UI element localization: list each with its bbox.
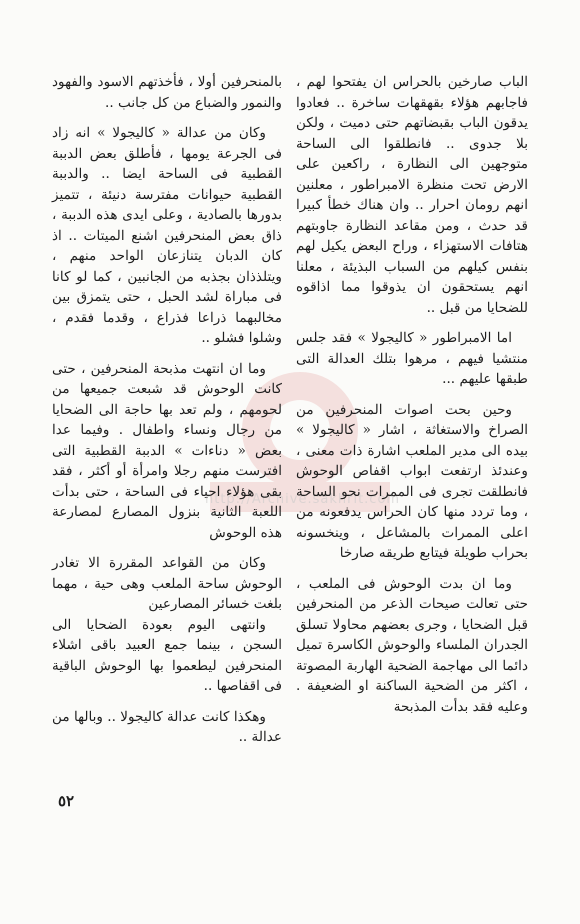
paragraph: وهكذا كانت عدالة كاليجولا .. وبالها من عدالة .. xyxy=(52,708,282,745)
paragraph: الباب صارخين بالحراس ان يفتحوا لهم ، فاجابهم هؤلاء بقهقهات ساخرة .. فعادوا يدقون الباب بقبضاتهم حتى دميت ، ولكن بلا جدوى .. فانطلقوا الى الساحة متوجهين الى النظارة ، راكعين على الارض تحت منظرة الامبراطور ، معلنين انهم رومان احرار .. وان هناك خطأ كبيرا قد حدث ، ومن مقاعد النظارة جاوبتهم هتافات الاستهزاء ، وراح البعض يكيل لهم بنفس كيلهم من السباب البذيئة ، معلنا انهم يستحقون ان يذوقوا مما اذاقوه للضحايا من قبل .. xyxy=(296,74,528,316)
paragraph: وما ان بدت الوحوش فى الملعب ، حتى تعالت صيحات الذعر من المنحرفين قبل الضحايا ، وجرى بعضهم محاولا تسلق الجدران الملساء والوحوش الكاسرة تميل دائما الى مهاجمة الضحية الهاربة المصوتة ، اكثر من الضحية الساكنة او الضعيفة . وعليه فقد بدأت المذبحة xyxy=(296,575,528,715)
paragraph: وكان من القواعد المقررة الا تغادر الوحوش ساحة الملعب وهى حية ، مهما بلغت خسائر المصارعين xyxy=(52,555,282,612)
text-column-right xyxy=(296,72,528,717)
paragraph: وما ان انتهت مذبحة المنحرفين ، حتى كانت الوحوش قد شبعت جميعها من لحومهم ، ولم تعد بها حاجة الى الضحايا من رجال ونساء واطفال . وفيما عدا بعض « دناءات » الدببة القطبية التى افترست منهم رجلا وامرأة أو أكثر ، فقد بقى هؤلاء احياء فى الساحة ، حتى بدأت اللعبة الثانية بنزول المصارع لمصارعة هذه الوحوش xyxy=(52,360,282,541)
paragraph: وكان من عدالة « كاليجولا » انه زاد فى الجرعة يومها ، فأطلق بعض الدببة القطبية فى الساحة ايضا .. والدببة القطبية حيوانات مفترسة دنيئة ، تتميز بدورها بالصادية ، وعلى ايدى هذه الدببة ، ذاق بعض المنحرفين اشنع الميتات .. اذ كان الدبان يتنازعان الواحد منهم ، ويتلذذان بجذبه من الجانبين ، كما لو كانا فى مباراة لشد الحبل ، حتى يتمزق بين مخالبهما ذراعا فذراع ، وقدما فقدم ، وشلوا فشلو .. xyxy=(52,125,282,346)
page-number: ٥٢ xyxy=(58,792,75,810)
paragraph: وانتهى اليوم بعودة الضحايا الى السجن ، بينما جمع العبيد باقى اشلاء المنحرفين ليطعموا بها الوحوش الباقية فى اقفاصها .. xyxy=(52,616,282,694)
paragraph: وحين بحت اصوات المنحرفين من الصراخ والاستغاثة ، اشار « كاليجولا » بيده الى مدير الملعب اشارة ذات معنى ، وعندئذ ارتفعت ابواب اقفاص الوحوش فانطلقت تجرى فى الممرات نحو الساحة ، وما تردد منها كان الحراس يدفعونه من اعلى الممرات بالمشاعل ، وينخسونه بحراب طويلة فيتابع طريقه صارخا xyxy=(296,401,528,561)
text-column-left xyxy=(52,72,282,748)
paragraph: بالمنحرفين أولا ، فأخذتهم الاسود والفهود والنمور والضباع من كل جانب .. xyxy=(52,74,282,111)
watermark-url: http://Archive.sakhrit.com xyxy=(205,492,401,507)
paragraph: اما الامبراطور « كاليجولا » فقد جلس منتشيا فيهم ، مرهوا بتلك العدالة التى طبقها عليهم ... xyxy=(296,330,528,387)
